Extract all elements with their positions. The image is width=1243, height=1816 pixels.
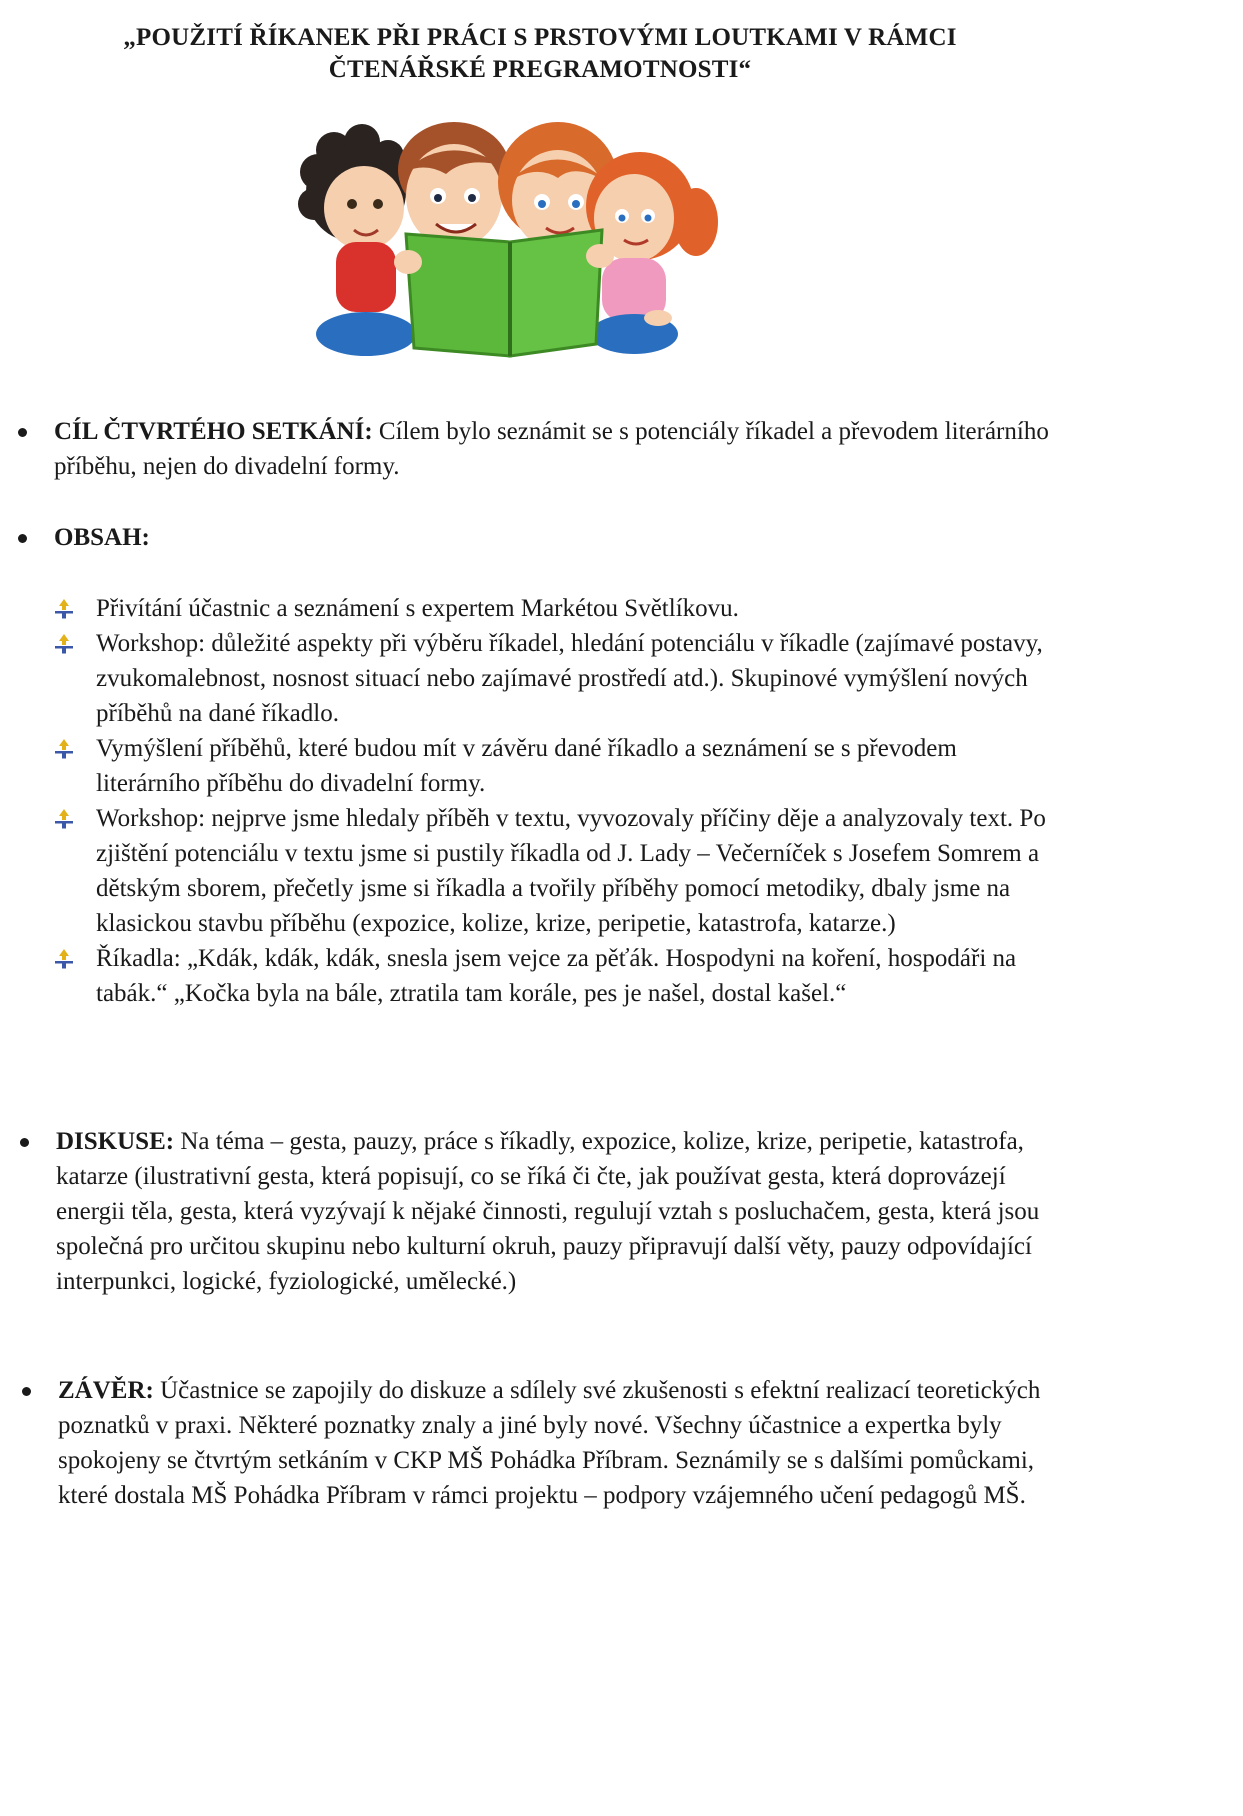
obsah-list: [96, 591, 1066, 1011]
list-item: [96, 731, 1066, 801]
children-reading-book-illustration: [296, 112, 728, 360]
cil-text: Cílem bylo seznámit se s potenciály říkadel a převodem literárního příběhu, nejen do divadelní formy.: [54, 418, 1049, 480]
arrow-bullet-icon: [52, 597, 76, 621]
bullet-dot: [18, 428, 27, 437]
zaver-label: ZÁVĚR:: [58, 1377, 154, 1404]
section-cil: [54, 414, 1054, 484]
section-diskuse: [56, 1124, 1056, 1299]
list-item: [96, 801, 1066, 941]
obsah-item-text: Přivítání účastnic a seznámení s expertem Markétou Světlíkovu.: [96, 595, 739, 622]
list-item: [96, 941, 1066, 1011]
section-zaver: [58, 1373, 1053, 1513]
title-line-1: „POUŽITÍ ŘÍKANEK PŘI PRÁCI S PRSTOVÝMI LOUTKAMI V RÁMCI: [123, 24, 957, 51]
arrow-bullet-icon: [52, 737, 76, 761]
diskuse-text: Na téma – gesta, pauzy, práce s říkadly, expozice, kolize, krize, peripetie, katastrofa, katarze (ilustrativní gesta, která popisují, co se říká či čte, jak používat gesta, která doprovázejí energii těla, gesta, která vyzývají k nějaké činnosti, regulují vztah s posluchačem, gesta, která jsou společná pro určitou skupinu nebo kulturní okruh, pauzy připravují další věty, pauzy odpovídající interpunkci, logické, fyziologické, umělecké.): [56, 1128, 1040, 1295]
obsah-item-text: Workshop: důležité aspekty při výběru říkadel, hledání potenciálu v říkadle (zajímavé postavy, zvukomalebnost, nosnost situací nebo zajímavé prostředí atd.). Skupinové vymýšlení nových příběhů na dané říkadlo.: [96, 630, 1043, 727]
bullet-dot: [20, 1138, 29, 1147]
bullet-dot: [22, 1387, 31, 1396]
obsah-item-text: Vymýšlení příběhů, které budou mít v závěru dané říkadlo a seznámení se s převodem literárního příběhu do divadelní formy.: [96, 735, 957, 797]
green-book-icon: [394, 230, 614, 356]
obsah-label: OBSAH:: [54, 524, 150, 551]
child-2-icon: [398, 122, 510, 248]
obsah-item-text: Workshop: nejprve jsme hledaly příběh v textu, vyvozovaly příčiny děje a analyzovaly text. Po zjištění potenciálu v textu jsme si pustily říkadla od J. Lady – Večerníček s Josefem Somrem a dětským sborem, přečetly jsme si říkadla a tvořily příběhy pomocí metodiky, dbaly jsme na klasickou stavbu příběhu (expozice, kolize, krize, peripetie, katastrofa, katarze.): [96, 805, 1046, 937]
diskuse-label: DISKUSE:: [56, 1128, 175, 1155]
cil-label: CÍL ČTVRTÉHO SETKÁNÍ:: [54, 418, 373, 445]
arrow-bullet-icon: [52, 807, 76, 831]
title-line-2: ČTENÁŘSKÉ PREGRAMOTNOSTI“: [328, 56, 752, 83]
list-item: [96, 626, 1066, 731]
obsah-item-text: Říkadla: „Kdák, kdák, kdák, snesla jsem vejce za pěťák. Hospodyni na koření, hospodáři na tabák.“ „Kočka byla na bále, ztratila tam korále, pes je našel, dostal kašel.“: [96, 945, 1017, 1007]
list-item: [96, 591, 1066, 626]
document-title: [0, 22, 1080, 86]
child-1-icon: [298, 124, 416, 356]
arrow-bullet-icon: [52, 632, 76, 656]
zaver-text: Účastnice se zapojily do diskuze a sdílely své zkušenosti s efektní realizací teoretických poznatků v praxi. Některé poznatky znaly a jiné byly nové. Všechny účastnice a expertka byly spokojeny se čtvrtým setkáním v CKP MŠ Pohádka Příbram. Seznámily se s dalšími pomůckami, které dostala MŠ Pohádka Příbram v rámci projektu – podpory vzájemného učení pedagogů MŠ.: [58, 1377, 1041, 1509]
section-obsah: [54, 520, 1054, 555]
bullet-dot: [18, 534, 27, 543]
arrow-bullet-icon: [52, 947, 76, 971]
